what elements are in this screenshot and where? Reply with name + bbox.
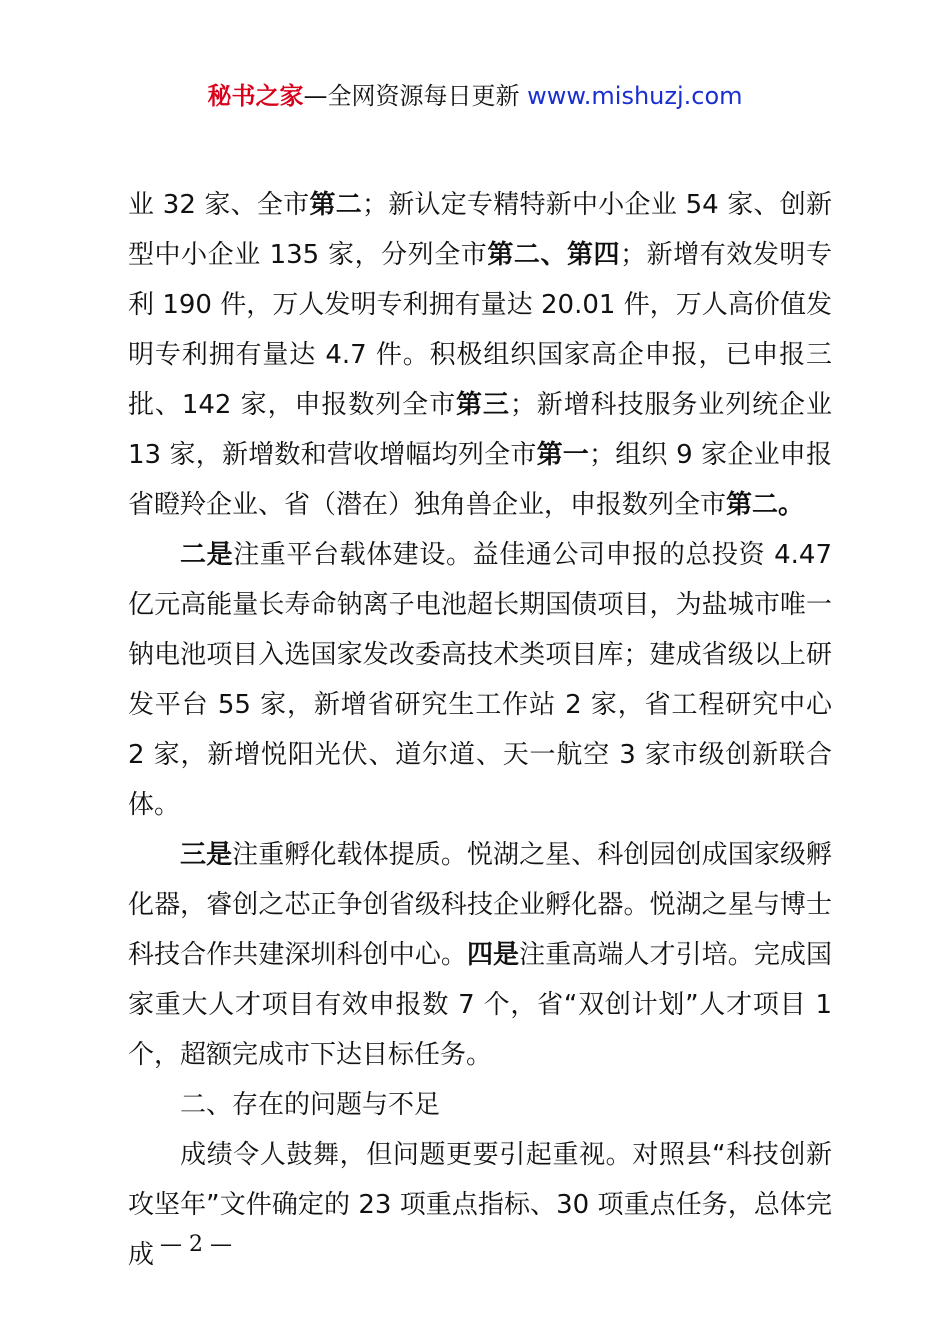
page-number: — 2 — xyxy=(160,1232,232,1257)
paragraph-platform xyxy=(128,530,832,830)
text-run: 成绩令人鼓舞，但问题更要引起重视。对照县“科技创新攻坚年”文件确定的 23 项重点指标、30 项重点任务，总体完成 xyxy=(128,1140,832,1270)
text-run: ；组织 9 家企业申报省瞪羚企业、省（潜在）独角兽企业，申报数列全市 xyxy=(128,440,832,520)
heading-text: 二、存在的问题与不足 xyxy=(180,1090,441,1120)
text-run: 注重孵化载体提质。悦湖之星、科创园创成国家级孵化器，睿创之芯正争创省级科技企业孵化器。悦湖之星与博士科技合作共建深圳科创中心。 xyxy=(128,840,832,970)
bold-rank: 第四 xyxy=(567,240,621,270)
bold-rank: 第一 xyxy=(536,440,589,470)
text-run: ；新认定专精特新中小企业 54 家、创新型中小企业 135 家，分列全市 xyxy=(128,190,832,270)
bold-rank: 第三 xyxy=(456,390,510,420)
bold-separator: 、 xyxy=(540,240,567,270)
text-run: ；新增科技服务业列统企业 13 家，新增数和营收增幅均列全市 xyxy=(128,390,832,470)
paragraph-incubator-talent xyxy=(128,830,832,1080)
text-run: 注重平台载体建设。益佳通公司申报的总投资 4.47 亿元高能量长寿命钠离子电池超长期国债项目，为盐城市唯一钠电池项目入选国家发改委高技术类项目库；建成省级以上研发平台 55 家，新增省研究生工作站 2 家，省工程研究中心 2 家，新增悦阳光伏、道尔道、天一航空 3 家市级创新联合体。 xyxy=(128,540,832,820)
paragraph-lead: 二是 xyxy=(180,540,234,570)
site-tagline: —全网资源每日更新 xyxy=(303,82,520,110)
paragraph-lead: 三是 xyxy=(180,840,233,870)
bold-rank: 第二 xyxy=(487,240,541,270)
site-header xyxy=(0,78,950,114)
paragraph-problems xyxy=(128,1130,832,1280)
text-run: ；新增有效发明专利 190 件，万人发明专利拥有量达 20.01 件，万人高价值发明专利拥有量达 4.7 件。积极组织国家高企申报，已申报三批、142 家，申报数列全市 xyxy=(128,240,832,420)
text-run: 业 32 家、全市 xyxy=(128,190,310,220)
site-brand: 秘书之家 xyxy=(207,82,304,110)
bold-rank: 第二 xyxy=(309,190,362,220)
bold-rank: 第二。 xyxy=(726,490,805,520)
paragraph-lead: 四是 xyxy=(466,940,520,970)
section-heading-problems xyxy=(128,1080,832,1130)
site-url-link[interactable]: www.mishuzj.com xyxy=(527,82,743,110)
document-body xyxy=(128,180,832,1280)
paragraph-achievements xyxy=(128,180,832,530)
text-run: 注重高端人才引培。完成国家重大人才项目有效申报数 7 个，省“双创计划”人才项目 1 个，超额完成市下达目标任务。 xyxy=(128,940,832,1070)
